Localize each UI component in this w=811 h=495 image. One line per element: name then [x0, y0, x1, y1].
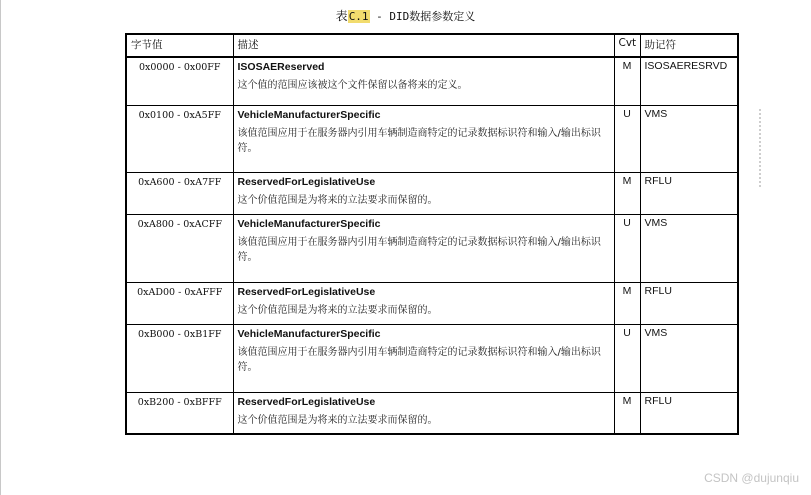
caption-highlight: C.1	[348, 10, 369, 23]
row-mnemonic: VMS	[640, 105, 738, 172]
row-cvt: M	[614, 392, 640, 434]
row-name: ReservedForLegislativeUse	[237, 175, 376, 188]
scan-artifact-dots	[757, 108, 763, 188]
header-byte-value: 字节值	[126, 34, 233, 57]
row-desc: 这个价值范围是为将来的立法要求而保留的。	[237, 194, 438, 206]
table-row	[126, 57, 738, 105]
row-desc: 该值范围应用于在服务器内引用车辆制造商特定的记录数据标识符和输入/输出标识符。	[237, 127, 601, 154]
row-cvt: U	[614, 214, 640, 282]
table-row	[126, 172, 738, 214]
row-description-cell	[233, 282, 614, 324]
row-desc: 这个价值范围是为将来的立法要求而保留的。	[237, 414, 438, 426]
did-parameter-table	[125, 33, 739, 435]
row-description-cell	[233, 172, 614, 214]
row-mnemonic: VMS	[640, 214, 738, 282]
row-name: ReservedForLegislativeUse	[237, 395, 376, 408]
row-desc: 该值范围应用于在服务器内引用车辆制造商特定的记录数据标识符和输入/输出标识符。	[237, 346, 601, 373]
row-cvt: M	[614, 57, 640, 105]
row-cvt: U	[614, 105, 640, 172]
row-desc: 该值范围应用于在服务器内引用车辆制造商特定的记录数据标识符和输入/输出标识符。	[237, 236, 601, 263]
row-description-cell	[233, 392, 614, 434]
row-range: 0xB200 - 0xBFFF	[126, 392, 233, 434]
row-mnemonic: RFLU	[640, 282, 738, 324]
row-mnemonic: RFLU	[640, 172, 738, 214]
row-description-cell	[233, 57, 614, 105]
caption-prefix: 表	[335, 9, 348, 23]
table-row	[126, 105, 738, 172]
row-cvt: M	[614, 172, 640, 214]
table-row	[126, 214, 738, 282]
table-row	[126, 282, 738, 324]
table-header-row	[126, 34, 738, 57]
row-range: 0x0100 - 0xA5FF	[126, 105, 233, 172]
table-row	[126, 324, 738, 392]
row-name: ISOSAEReserved	[237, 61, 325, 73]
row-name: ReservedForLegislativeUse	[237, 285, 376, 298]
row-range: 0xB000 - 0xB1FF	[126, 324, 233, 392]
row-description-cell	[233, 214, 614, 282]
row-name: VehicleManufacturerSpecific	[237, 217, 381, 230]
row-mnemonic: RFLU	[640, 392, 738, 434]
row-cvt: U	[614, 324, 640, 392]
header-description: 描述	[233, 34, 614, 57]
row-name: VehicleManufacturerSpecific	[237, 108, 381, 121]
header-cvt: Cvt	[614, 34, 640, 57]
caption-rest: - DID数据参数定义	[369, 10, 476, 23]
row-name: VehicleManufacturerSpecific	[237, 327, 381, 340]
row-desc: 这个值的范围应该被这个文件保留以备将来的定义。	[237, 80, 468, 91]
row-range: 0x0000 - 0x00FF	[126, 57, 233, 105]
row-description-cell	[233, 324, 614, 392]
row-range: 0xA800 - 0xACFF	[126, 214, 233, 282]
row-mnemonic: ISOSAERESRVD	[640, 57, 738, 105]
table-caption	[0, 9, 811, 24]
row-cvt: M	[614, 282, 640, 324]
row-range: 0xAD00 - 0xAFFF	[126, 282, 233, 324]
row-mnemonic: VMS	[640, 324, 738, 392]
page-edge-line	[0, 0, 1, 495]
row-description-cell	[233, 105, 614, 172]
csdn-watermark: CSDN @dujunqiu	[704, 471, 799, 485]
table-row	[126, 392, 738, 434]
row-desc: 这个价值范围是为将来的立法要求而保留的。	[237, 304, 438, 316]
header-mnemonic: 助记符	[640, 34, 738, 57]
row-range: 0xA600 - 0xA7FF	[126, 172, 233, 214]
